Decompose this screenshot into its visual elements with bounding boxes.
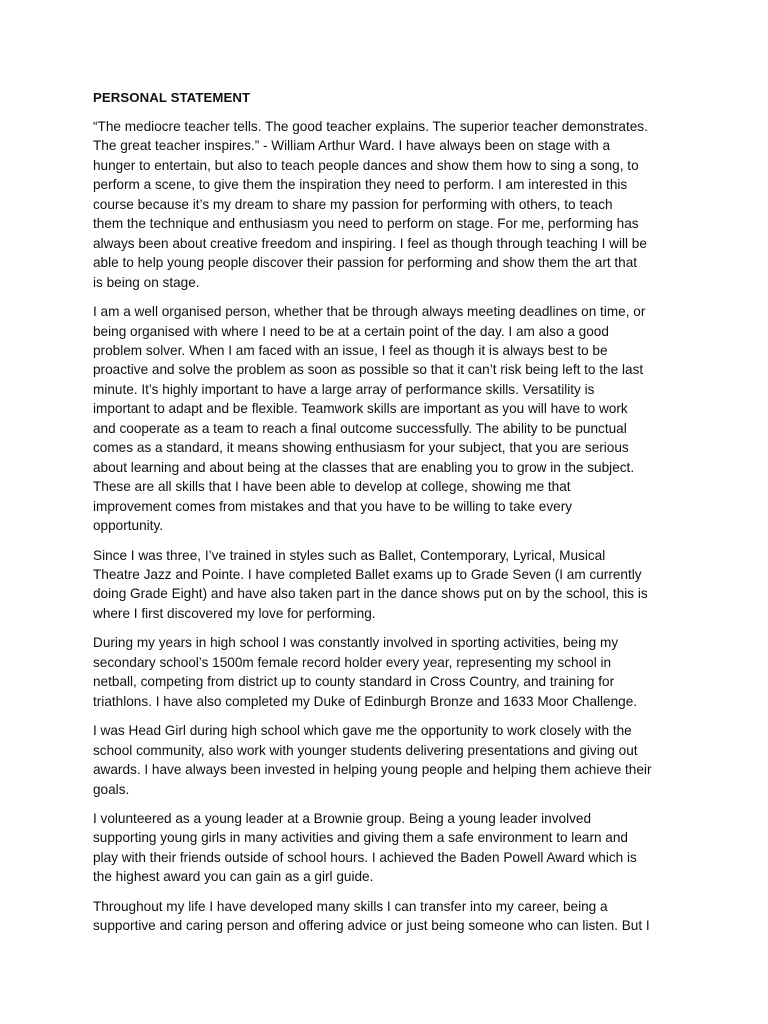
paragraph-line: Theatre Jazz and Pointe. I have completed Ballet exams up to Grade Seven (I am currently (93, 566, 642, 582)
paragraph-line: Throughout my life I have developed many skills I can transfer into my career, being a (93, 898, 608, 914)
paragraph-3 (93, 546, 684, 624)
document-heading: PERSONAL STATEMENT (93, 90, 251, 105)
paragraph-4 (93, 633, 684, 711)
paragraph-line: These are all skills that I have been able to develop at college, showing me that (93, 479, 571, 495)
paragraph-line: During my years in high school I was constantly involved in sporting activities, being my (93, 635, 619, 651)
paragraph-line: supportive and caring person and offering advice or just being someone who can listen. But I (93, 918, 650, 934)
paragraph-line: play with their friends outside of school hours. I achieved the Baden Powell Award which is (93, 849, 637, 865)
paragraph-line: triathlons. I have also completed my Duke of Edinburgh Bronze and 1633 Moor Challenge. (93, 693, 638, 709)
paragraph-line: I was Head Girl during high school which gave me the opportunity to work closely with the (93, 723, 632, 739)
paragraph-line: is being on stage. (93, 274, 200, 290)
paragraph-line: and cooperate as a team to reach a final outcome successfully. The ability to be punctual (93, 420, 627, 436)
paragraph-2 (93, 302, 684, 535)
paragraph-line: course because it’s my dream to share my passion for performing with others, to teach (93, 196, 613, 212)
paragraph-line: them the technique and enthusiasm you need to perform on stage. For me, performing has (93, 216, 639, 232)
paragraph-line: I volunteered as a young leader at a Brownie group. Being a young leader involved (93, 810, 592, 826)
paragraph-line: opportunity. (93, 518, 164, 534)
paragraph-line: about learning and about being at the classes that are enabling you to grow in the subject. (93, 459, 635, 475)
paragraph-5 (93, 721, 684, 799)
paragraph-line: minute. It’s highly important to have a large array of performance skills. Versatility is (93, 381, 595, 397)
paragraph-line: comes as a standard, it means showing enthusiasm for your subject, that you are serious (93, 440, 629, 456)
paragraph-line: The great teacher inspires.” - William Arthur Ward. I have always been on stage with a (93, 138, 611, 154)
paragraph-7 (93, 897, 684, 936)
document-body (93, 117, 684, 936)
paragraph-line: always been about creative freedom and inspiring. I feel as though through teaching I will be (93, 235, 647, 251)
paragraph-line: supporting young girls in many activities and giving them a safe environment to learn and (93, 830, 628, 846)
paragraph-1 (93, 117, 684, 292)
paragraph-line: able to help young people discover their passion for performing and show them the art that (93, 255, 638, 271)
paragraph-line: netball, competing from district up to county standard in Cross Country, and training for (93, 674, 615, 690)
paragraph-line: the highest award you can gain as a girl guide. (93, 869, 374, 885)
paragraph-line: important to adapt and be flexible. Teamwork skills are important as you will have to work (93, 401, 628, 417)
paragraph-line: school community, also work with younger students delivering presentations and giving out (93, 742, 638, 758)
paragraph-line: proactive and solve the problem as soon as possible so that it can’t risk being left to the last (93, 362, 644, 378)
paragraph-6 (93, 809, 684, 887)
paragraph-line: awards. I have always been invested in helping young people and helping them achieve their (93, 762, 652, 778)
paragraph-line: doing Grade Eight) and have also taken part in the dance shows put on by the school, this is (93, 586, 648, 602)
paragraph-line: hunger to entertain, but also to teach people dances and show them how to sing a song, to (93, 157, 639, 173)
paragraph-line: secondary school’s 1500m female record holder every year, representing my school in (93, 654, 612, 670)
paragraph-line: problem solver. When I am faced with an issue, I feel as though it is always best to be (93, 342, 608, 358)
paragraph-line: improvement comes from mistakes and that you have to be willing to take every (93, 498, 573, 514)
paragraph-line: being organised with where I need to be at a certain point of the day. I am also a good (93, 323, 609, 339)
paragraph-line: “The mediocre teacher tells. The good teacher explains. The superior teacher demonstrates. (93, 119, 648, 134)
paragraph-line: I am a well organised person, whether that be through always meeting deadlines on time, or (93, 304, 646, 320)
paragraph-line: goals. (93, 781, 130, 797)
paragraph-line: Since I was three, I’ve trained in styles such as Ballet, Contemporary, Lyrical, Musical (93, 547, 606, 563)
paragraph-line: where I first discovered my love for performing. (93, 605, 376, 621)
paragraph-line: perform a scene, to give them the inspiration they need to perform. I am interested in this (93, 177, 628, 193)
